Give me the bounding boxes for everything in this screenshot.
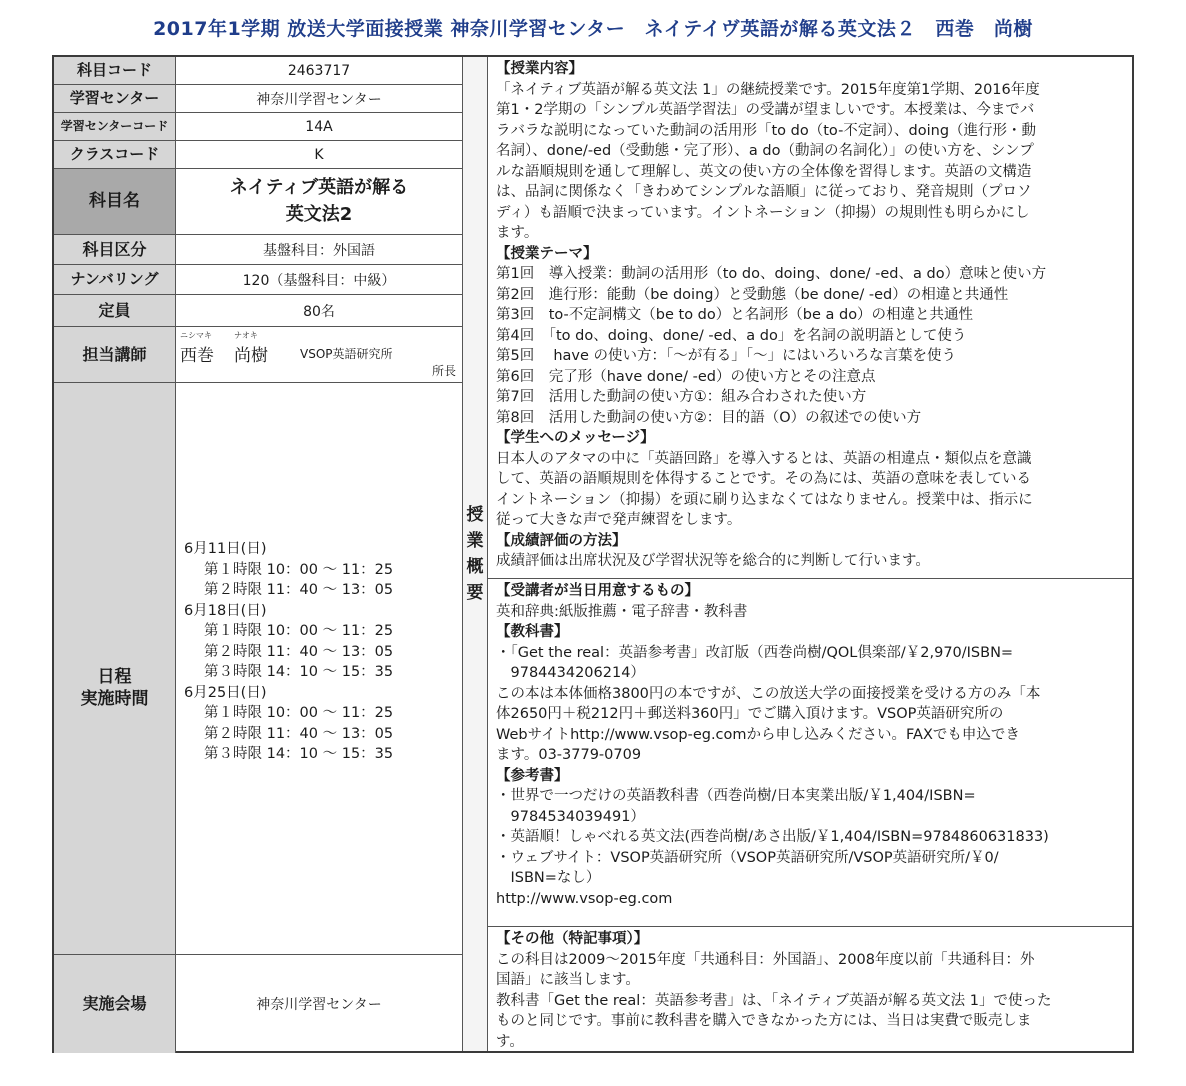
other-line: 国語」に該当します。 xyxy=(496,972,640,988)
schedule-period: 第２時限 11：40 〜 13：05 xyxy=(204,643,394,660)
content-line: ルな語順規則を通して理解し、英文の使い方の全体像を習得します。英語の文構造 xyxy=(496,163,1032,180)
textbook-line: 9784434206214） xyxy=(496,665,645,681)
schedule-day xyxy=(184,539,393,601)
schedule-label xyxy=(54,383,176,954)
course-overview-column xyxy=(462,57,488,1051)
message-line: して、英語の語順規則を体得することです。その為には、英語の意味を表している xyxy=(496,471,1032,487)
row-instructor xyxy=(54,327,462,383)
row-venue xyxy=(54,955,462,1053)
schedule-period: 第１時限 10：00 〜 11：25 xyxy=(204,561,394,578)
theme-line: 第3回 to-不定詞構文（be to do）と名詞形（be a do）の相違と共通性 xyxy=(496,307,974,323)
theme-line: 第8回 活用した動詞の使い方②：目的語（O）の叙述での使い方 xyxy=(496,409,922,426)
section-other xyxy=(488,927,1132,1053)
subject-name-label: 科目名 xyxy=(54,169,176,234)
row-subject-code xyxy=(54,57,462,85)
instructor-given: 尚樹 xyxy=(234,346,268,366)
other-line: この科目は2009〜2015年度「共通科目：外国語」、2008年度以前「共通科目：外 xyxy=(496,951,1035,968)
instructor-surname-ruby: ニシマキ xyxy=(180,331,212,340)
message-heading: 【学生へのメッセージ】 xyxy=(496,430,655,446)
textbook-line: 体2650円＋税212円＋郵送料360円」でご購入頂けます。VSOP英語研究所の xyxy=(496,706,1004,722)
evaluation-line: 成績評価は出席状況及び学習状況等を総合的に判断して行います。 xyxy=(496,553,930,569)
content-line: 第1・2学期の「シンプル英語学習法」の受講が望ましいです。本授業は、今までバ xyxy=(496,102,1035,118)
message-line: 従って大きな声で発声練習をします。 xyxy=(496,512,742,528)
textbook-heading: 【教科書】 xyxy=(496,624,569,640)
page-title: 2017年1学期 放送大学面接授業 神奈川学習センター ネイテイヴ英語が解る英文法２ 西巻 尚樹 xyxy=(153,18,1033,40)
textbook-line: ・「Get the real：英語参考書」改訂版（西巻尚樹/QOL倶楽部/￥2,970/ISBN= xyxy=(496,644,1014,661)
row-capacity xyxy=(54,295,462,327)
other-line: ものと同じです。事前に教科書を購入できなかった方には、当日は実費で販売しま xyxy=(496,1013,1032,1029)
row-numbering xyxy=(54,265,462,295)
schedule-day xyxy=(184,601,393,683)
row-subject-name xyxy=(54,169,462,235)
vertical-char: 要 xyxy=(466,583,484,603)
vertical-char: 業 xyxy=(466,531,484,551)
theme-line: 第6回 完了形（have done/ -ed）の使い方とその注意点 xyxy=(496,368,876,385)
row-class-code xyxy=(54,141,462,169)
schedule-label-line1: 日程 xyxy=(97,667,132,688)
venue-value: 神奈川学習センター xyxy=(256,997,382,1013)
schedule-list xyxy=(184,539,393,765)
class-code-label: クラスコード xyxy=(54,141,176,168)
class-code-value: K xyxy=(314,146,324,163)
subject-code-value: 2463717 xyxy=(287,62,351,79)
center-code-value: 14A xyxy=(305,118,333,135)
content-line: 名詞）、done/-ed（受動態・完了形）、a do（動詞の名詞化）」の使い方を、シンプ xyxy=(496,143,1034,159)
other-heading: 【その他（特記事項）】 xyxy=(496,931,649,947)
subject-name-line1: ネイティブ英語が解る xyxy=(229,177,409,199)
evaluation-heading: 【成績評価の方法】 xyxy=(496,532,627,549)
syllabus-table xyxy=(52,55,1134,1053)
center-code-label: 学習センターコード xyxy=(54,113,176,140)
content-heading: 【授業内容】 xyxy=(496,61,583,77)
reference-line: ・ウェブサイト：VSOP英語研究所（VSOP英語研究所/VSOP英語研究所/￥0/ xyxy=(496,849,999,866)
instructor-affiliation: VSOP英語研究所 xyxy=(300,347,393,361)
course-overview-label xyxy=(463,502,487,606)
capacity-label: 定員 xyxy=(54,295,176,326)
subject-category-value: 基盤科目：外国語 xyxy=(263,242,375,259)
instructor-label: 担当講師 xyxy=(54,327,176,382)
schedule-date: 6月25日(日) xyxy=(184,684,267,701)
theme-line: 第2回 進行形：能動（be doing）と受動態（be done/ -ed）の相違と共通性 xyxy=(496,286,1009,303)
schedule-day xyxy=(184,683,393,765)
vertical-char: 授 xyxy=(466,505,484,525)
section-main xyxy=(488,57,1132,579)
reference-line: ・世界で一つだけの英語教科書（西巻尚樹/日本実業出版/￥1,404/ISBN= xyxy=(496,788,976,804)
textbook-line: Webサイトhttp://www.vsop-eg.comから申し込みください。FAXでも申込でき xyxy=(496,726,1020,743)
venue-label: 実施会場 xyxy=(54,955,176,1053)
row-learning-center xyxy=(54,85,462,113)
content-line: 「ネイティブ英語が解る英文法 1」の継続授業です。2015年度第1学期、2016年度 xyxy=(496,81,1040,98)
content-line: ディ）も語順で決まっています。イントネーション（抑揚）の規則性も明らかにし xyxy=(496,204,1030,221)
row-center-code xyxy=(54,113,462,141)
other-line: す。 xyxy=(496,1033,524,1050)
schedule-period: 第２時限 11：40 〜 13：05 xyxy=(204,582,394,598)
content-line: ラバラな説明になっていた動詞の活用形「to do（to-不定詞）、doing（進行形・動 xyxy=(496,122,1037,139)
subject-name-line2: 英文法2 xyxy=(285,203,353,225)
theme-line: 第5回 have の使い方：「〜が有る」「〜」にはいろいろな言葉を使う xyxy=(496,348,957,364)
content-line: ます。 xyxy=(496,225,539,241)
reference-line: ISBN=なし） xyxy=(496,870,601,886)
reference-line: 9784534039491） xyxy=(496,808,645,825)
message-line: イントネーション（抑揚）を頭に刷り込まなくてはなりません。授業中は、指示に xyxy=(496,491,1033,508)
schedule-period: 第２時限 11：40 〜 13：05 xyxy=(204,725,394,742)
reference-line: ・英語順！しゃべれる英文法(西巻尚樹/あさ出版/￥1,404/ISBN=9784860631833) xyxy=(496,829,1049,845)
textbook-line: この本は本体価格3800円の本ですが、この放送大学の面接授業を受ける方のみ「本 xyxy=(496,685,1041,702)
schedule-period: 第１時限 10：00 〜 11：25 xyxy=(204,623,394,639)
reference-heading: 【参考書】 xyxy=(496,767,569,784)
instructor-given-ruby: ナオキ xyxy=(234,331,258,340)
schedule-period: 第１時限 10：00 〜 11：25 xyxy=(204,705,394,721)
learning-center-value: 神奈川学習センター xyxy=(256,91,382,108)
schedule-date: 6月11日(日) xyxy=(184,541,267,557)
subject-name-value xyxy=(176,169,462,234)
learning-center-label: 学習センター xyxy=(54,85,176,112)
instructor-surname: 西巻 xyxy=(180,346,214,366)
subject-code-label: 科目コード xyxy=(54,57,176,84)
textbook-line: ます。03-3779-0709 xyxy=(496,747,642,763)
materials-line: 英和辞典:紙版推薦・電子辞書・教科書 xyxy=(496,603,748,620)
section-materials xyxy=(488,579,1132,927)
schedule-period: 第３時限 14：10 〜 15：35 xyxy=(204,664,394,680)
schedule-date: 6月18日(日) xyxy=(184,602,267,619)
row-subject-category xyxy=(54,235,462,265)
content-line: は、品詞に関係なく「きわめてシンプルな語順」に従っており、発音規則（プロソ xyxy=(496,184,1032,200)
message-line: 日本人のアタマの中に「英語回路」を導入するとは、英語の相違点・類似点を意識 xyxy=(496,450,1032,467)
numbering-value: 120（基盤科目：中級） xyxy=(242,272,396,289)
other-line: 教科書「Get the real：英語参考書」は、「ネイティブ英語が解る英文法 1」で使った xyxy=(496,992,1052,1009)
instructor-value xyxy=(176,327,462,382)
theme-line: 第1回 導入授業：動詞の活用形（to do、doing、done/ -ed、a do）意味と使い方 xyxy=(496,266,1047,282)
theme-line: 第4回 「to do、doing、done/ -ed、a do」を名詞の説明語として使う xyxy=(496,327,967,344)
theme-line: 第7回 活用した動詞の使い方①：組み合わされた使い方 xyxy=(496,389,867,405)
numbering-label: ナンバリング xyxy=(54,265,176,294)
reference-link: http://www.vsop-eg.com xyxy=(496,890,673,907)
vertical-char: 概 xyxy=(466,557,484,577)
subject-category-label: 科目区分 xyxy=(54,235,176,264)
materials-heading: 【受講者が当日用意するもの】 xyxy=(496,583,699,599)
schedule-label-line2: 実施時間 xyxy=(80,688,149,709)
schedule-period: 第３時限 14：10 〜 15：35 xyxy=(204,746,394,762)
capacity-value: 80名 xyxy=(303,303,335,320)
instructor-position: 所長 xyxy=(431,364,456,378)
theme-heading: 【授業テーマ】 xyxy=(496,245,598,262)
